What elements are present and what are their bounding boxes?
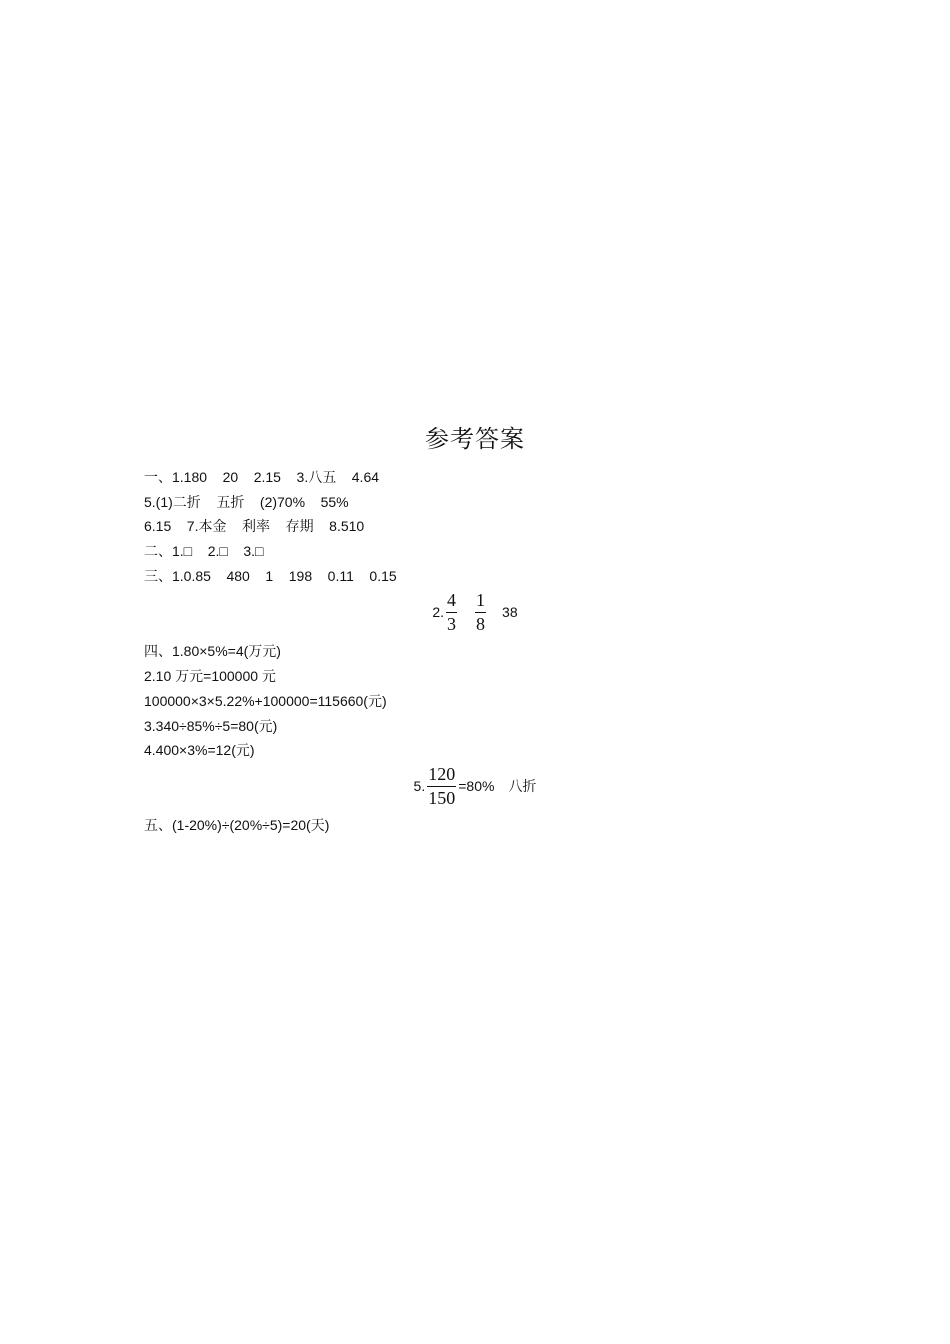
fraction-numerator: 1 — [475, 590, 486, 613]
answer-line-section-3-part-2 — [0, 590, 950, 634]
answer-line-section-4-part-6 — [0, 764, 950, 808]
fraction-4-over-3 — [446, 590, 457, 635]
answer-line-section-1-part-2: 5.(1)二折 五折 (2)70% 55% — [144, 494, 349, 510]
answer-line-section-5: 五、(1-20%)÷(20%÷5)=20(天) — [144, 817, 330, 833]
answer-line-section-4-part-1: 四、1.80×5%=4(万元) — [144, 643, 281, 659]
fraction-line-2-suffix: =80% — [458, 778, 495, 794]
answer-line-section-4-part-2: 2.10 万元=100000 元 — [144, 668, 276, 684]
fraction-120-over-150 — [427, 764, 456, 809]
answer-line-section-2: 二、1.□ 2.□ 3.□ — [144, 543, 264, 559]
fraction-denominator: 150 — [428, 787, 456, 808]
fraction-1-over-8 — [475, 590, 486, 635]
answer-line-section-4-part-3: 100000×3×5.22%+100000=115660(元) — [144, 693, 387, 709]
answer-line-section-3-part-1: 三、1.0.85 480 1 198 0.11 0.15 — [144, 568, 397, 584]
answer-line-section-1-part-1: 一、1.180 20 2.15 3.八五 4.64 — [144, 469, 380, 485]
fraction-line-1-suffix: 38 — [502, 604, 518, 620]
fraction-line-2-prefix: 5. — [413, 778, 426, 794]
page-title: 参考答案 — [425, 425, 525, 453]
fraction-numerator: 4 — [446, 590, 457, 613]
fraction-line-2-tail: 八折 — [508, 778, 537, 794]
answer-line-section-4-part-4: 3.340÷85%÷5=80(元) — [144, 718, 278, 734]
fraction-numerator: 120 — [427, 764, 456, 787]
fraction-line-1-prefix: 2. — [432, 604, 445, 620]
answer-line-section-1-part-3: 6.15 7.本金 利率 存期 8.510 — [144, 518, 365, 534]
answer-line-section-4-part-5: 4.400×3%=12(元) — [144, 742, 255, 758]
fraction-denominator: 8 — [476, 613, 486, 634]
fraction-denominator: 3 — [447, 613, 457, 634]
